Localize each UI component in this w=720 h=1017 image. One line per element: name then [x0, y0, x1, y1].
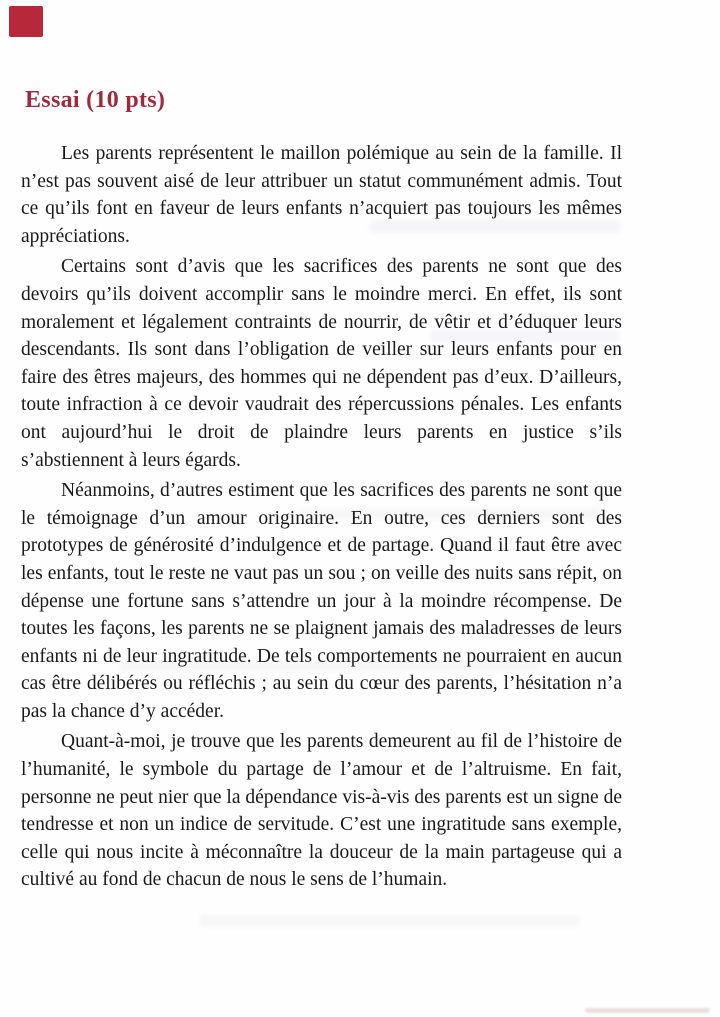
essay-paragraph-1: Les parents représentent le maillon polémique au sein de la famille. Il n’est pas souvent aisé de leur attribuer un statut communément admis. Tout ce qu’ils font en faveur de leurs enfants n’acquiert pas toujours les mêmes appréciations.: [21, 143, 622, 247]
essay-body: [21, 140, 622, 894]
essay-heading: Essai (10 pts): [25, 87, 166, 113]
essay-paragraph-4: Quant-à-moi, je trouve que les parents demeurent au fil de l’histoire de l’humanité, le symbole du partage de l’amour et de l’altruisme. En fait, personne ne peut nier que la dépendance vis-à-vis des parents est un signe de tendresse et non un indice de servitude. C’est une ingratitude sans exemple, celle qui nous incite à méconnaître la douceur de la main partageuse qui a cultivé au fond de chacun de nous le sens de l’humain.: [21, 731, 622, 891]
scan-bleed-artifact: [200, 915, 580, 927]
essay-paragraph-3: Néanmoins, d’autres estiment que les sacrifices des parents ne sont que le témoignage d’un amour originaire. En outre, ces derniers sont des prototypes de générosité d’indulgence et de partage. Quand il faut être avec les enfants, tout le reste ne vaut pas un sou ; on veille des nuits sans répit, on dépense une fortune sans s’attendre un jour à la moindre récompense. De toutes les façons, les parents ne se plaignent jamais des maladresses de leurs enfants ni de leur ingratitude. De tels comportements ne pourraient en aucun cas être délibérés ou réfléchis ; au sein du cœur des parents, l’hésitation n’a pas la chance d’y accéder.: [21, 480, 622, 722]
scan-edge-smudge: [585, 1008, 710, 1013]
essay-paragraph-2: Certains sont d’avis que les sacrifices des parents ne sont que des devoirs qu’ils doivent accomplir sans le moindre merci. En effet, ils sont moralement et légalement contraints de nourrir, de vêtir et d’éduquer leurs descendants. Ils sont dans l’obligation de veiller sur leurs enfants pour en faire des êtres majeurs, des hommes qui ne dépendent pas d’eux. D’ailleurs, toute infraction à ce devoir vaudrait des répercussions pénales. Les enfants ont aujourd’hui le droit de plaindre leurs parents en justice s’ils s’abstiennent à leurs égards.: [21, 256, 622, 471]
red-corner-mark: [9, 6, 43, 37]
